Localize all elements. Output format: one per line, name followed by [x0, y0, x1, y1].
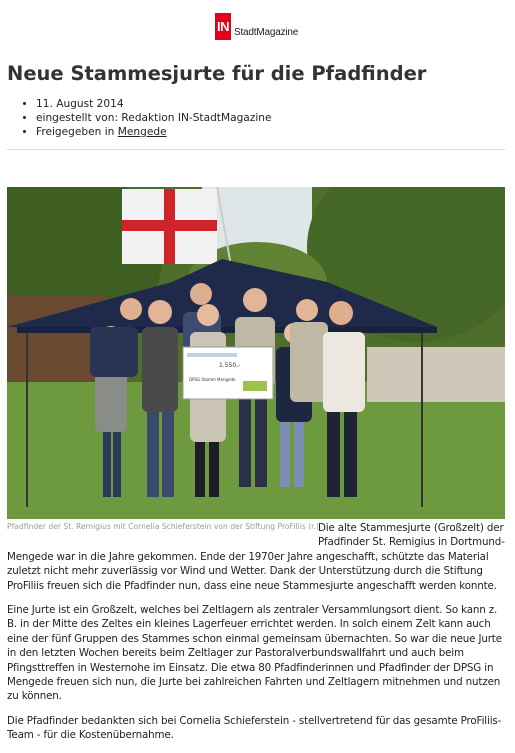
photo-caption: Pfadfinder der St. Remigius mit Cornelia Schieferstein von der Stiftung ProFiliis (r.): [7, 522, 319, 531]
paragraph-2: Eine Jurte ist ein Großzelt, welches bei Zeltlagern als zentraler Versammlungsort dient. So kann z. B. in der Mitte des Zeltes ein kleines Lagerfeuer errichtet werden. In solch einem Zelt kann auch eine der fünf Gruppen des Stammes schon einmal gemeinsam übernachten. So war die neue Jurte in den letzten Wochen bereits beim Zeltlager zur Pastoralverbundswallfahrt und auch beim Pfingsttreffen in Westernohe im Einsatz. Die etwa 80 Pfadfinderinnen und Pfadfinder der DPSG in Mengede freuen sich nun, die Jurte bei zahlreichen Fahrten und Zeltlagern mitnehmen und nutzen zu können.: [7, 604, 502, 703]
meta-author: • eingestellt von: Redaktion IN-StadtMagazine: [36, 111, 272, 125]
article-body: [7, 521, 508, 753]
paragraph-1: Die alte Stammesjurte (Großzelt) der Pfadfinder St. Remigius in Dortmund-Mengede war in die Jahre gekommen. Ende der 1970er Jahre angeschafft, schützte das Material zuletzt nicht mehr zuverlässig vor Wind und Wetter. Dank der Unterstützung durch die Stiftung ProFiliis freuen sich die Pfadfinder nun, dass eine neue Stammesjurte angeschafft werden konnte.: [7, 522, 505, 592]
logo-badge: IN: [215, 13, 231, 40]
meta-category: [36, 125, 272, 139]
photo-illustration: [7, 187, 505, 519]
category-link-mengede[interactable]: Mengede: [117, 126, 167, 138]
check-recipient: DPSG Stamm Mengede: [189, 377, 236, 382]
check-amount: 1.550,-: [219, 362, 241, 369]
site-logo[interactable]: [215, 13, 298, 40]
header-divider: [7, 149, 505, 150]
article-photo: [7, 187, 505, 519]
meta-date: • 11. August 2014: [36, 97, 272, 111]
article-meta-list: [0, 97, 272, 139]
caption-float-spacer: [7, 521, 318, 549]
logo-brand-text: StadtMagazine: [234, 27, 299, 38]
flag-cross-horizontal: [122, 220, 217, 231]
article-title: Neue Stammesjurte für die Pfadfinder: [7, 62, 427, 85]
meta-category-prefix: Freigegeben in: [36, 126, 118, 138]
paragraph-3: Die Pfadfinder bedankten sich bei Cornelia Schieferstein - stellvertretend für das gesamte ProFiliis-Team - für die Kostenübernahme.: [7, 714, 502, 742]
